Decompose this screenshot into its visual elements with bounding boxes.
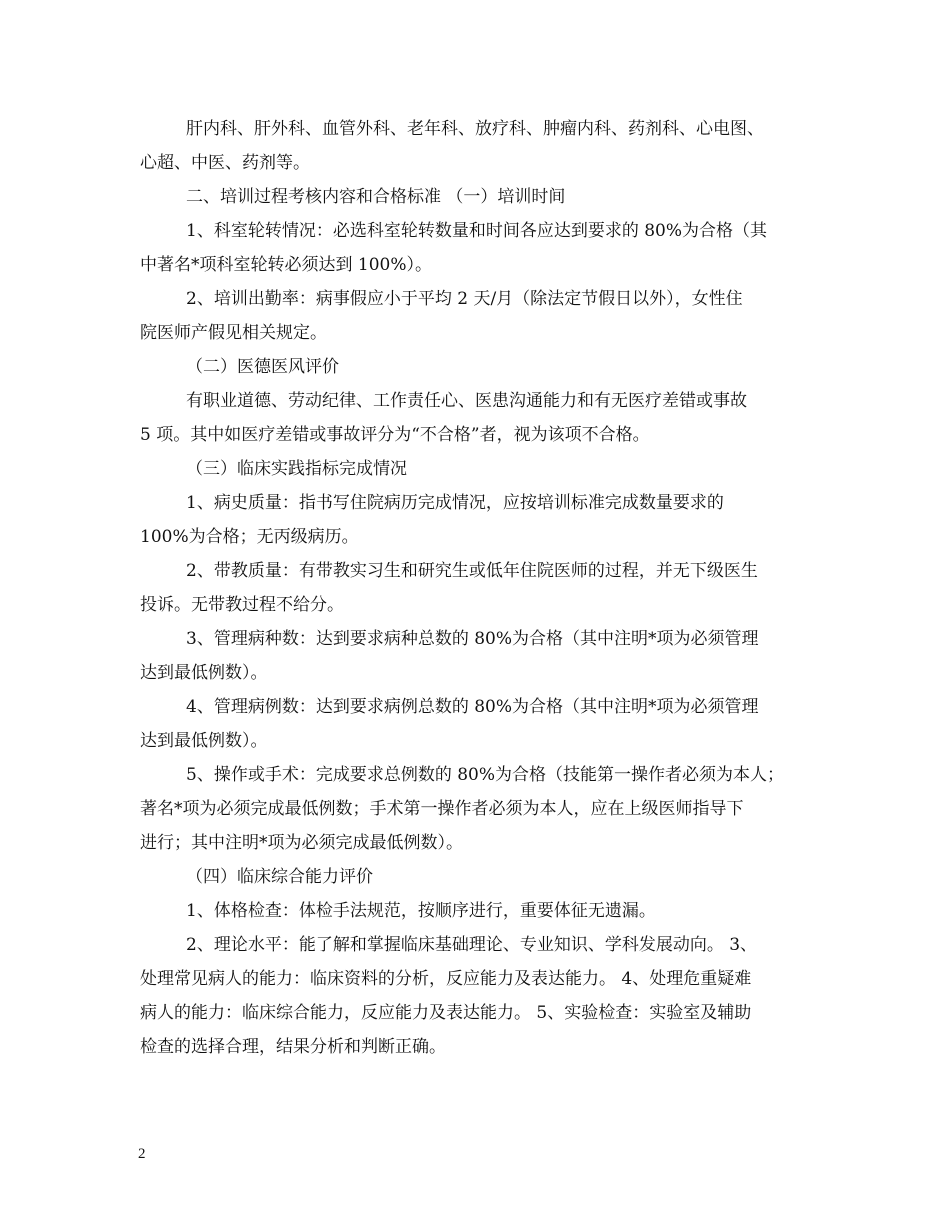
paragraph-ethics — [140, 384, 815, 452]
text-line: 达到最低例数）。 — [140, 663, 268, 683]
text-line: （四）临床综合能力评价 — [186, 867, 373, 887]
text-line: 5、操作或手术：完成要求总例数的 80%为合格（技能第一操作者必须为本人； — [186, 765, 785, 785]
text-line: 检查的选择合理，结果分析和判断正确。 — [140, 1037, 446, 1057]
text-line: 2、带教质量：有带教实习生和研究生或低年住院医师的过程，并无下级医生 — [186, 561, 758, 581]
text-line: 3、管理病种数：达到要求病种总数的 80%为合格（其中注明*项为必须管理 — [186, 629, 759, 649]
subsection-heading-ability — [140, 860, 815, 894]
paragraph-records — [140, 486, 815, 554]
text-line: （二）医德医风评价 — [186, 357, 339, 377]
paragraph-operations — [140, 758, 815, 860]
text-line: 1、体格检查：体检手法规范，按顺序进行，重要体征无遗漏。 — [186, 901, 656, 921]
text-line: （三）临床实践指标完成情况 — [186, 459, 407, 479]
text-line: 二、培训过程考核内容和合格标准 （一）培训时间 — [186, 187, 566, 207]
text-line: 5 项。其中如医疗差错或事故评分为“不合格”者，视为该项不合格。 — [140, 425, 650, 445]
paragraph-theory — [140, 928, 815, 1064]
text-line: 心超、中医、药剂等。 — [140, 153, 310, 173]
section-heading-2 — [140, 180, 815, 214]
text-line: 中著名*项科室轮转必须达到 100%）。 — [140, 255, 433, 275]
text-line: 4、管理病例数：达到要求病例总数的 80%为合格（其中注明*项为必须管理 — [186, 697, 759, 717]
text-line: 2、培训出勤率：病事假应小于平均 2 天/月（除法定节假日以外），女性住 — [186, 289, 743, 309]
text-line: 投诉。无带教过程不给分。 — [140, 595, 344, 615]
paragraph-rotation — [140, 214, 815, 282]
paragraph-case-count — [140, 690, 815, 758]
text-line: 肝内科、肝外科、血管外科、老年科、放疗科、肿瘤内科、药剂科、心电图、 — [186, 119, 764, 139]
text-line: 1、科室轮转情况：必选科室轮转数量和时间各应达到要求的 80%为合格（其 — [186, 221, 768, 241]
text-line: 进行；其中注明*项为必须完成最低例数）。 — [140, 833, 463, 853]
text-line: 病人的能力：临床综合能力，反应能力及表达能力。 5、实验检查：实验室及辅助 — [140, 1003, 752, 1023]
subsection-heading-ethics — [140, 350, 815, 384]
text-line: 100%为合格；无丙级病历。 — [140, 527, 359, 547]
paragraph-departments — [140, 112, 815, 180]
paragraph-attendance — [140, 282, 815, 350]
paragraph-physical-exam — [140, 894, 815, 928]
document-body — [140, 112, 815, 1064]
text-line: 2、理论水平：能了解和掌握临床基础理论、专业知识、学科发展动向。 3、 — [186, 935, 758, 955]
text-line: 有职业道德、劳动纪律、工作责任心、医患沟通能力和有无医疗差错或事故 — [186, 391, 747, 411]
text-line: 处理常见病人的能力：临床资料的分析，反应能力及表达能力。 4、处理危重疑难 — [140, 969, 752, 989]
text-line: 院医师产假见相关规定。 — [140, 323, 327, 343]
paragraph-disease-types — [140, 622, 815, 690]
paragraph-teaching — [140, 554, 815, 622]
page-number: 2 — [138, 1146, 146, 1162]
text-line: 1、病史质量：指书写住院病历完成情况，应按培训标准完成数量要求的 — [186, 493, 724, 513]
text-line: 达到最低例数）。 — [140, 731, 268, 751]
subsection-heading-practice — [140, 452, 815, 486]
text-line: 著名*项为必须完成最低例数；手术第一操作者必须为本人，应在上级医师指导下 — [140, 799, 744, 819]
